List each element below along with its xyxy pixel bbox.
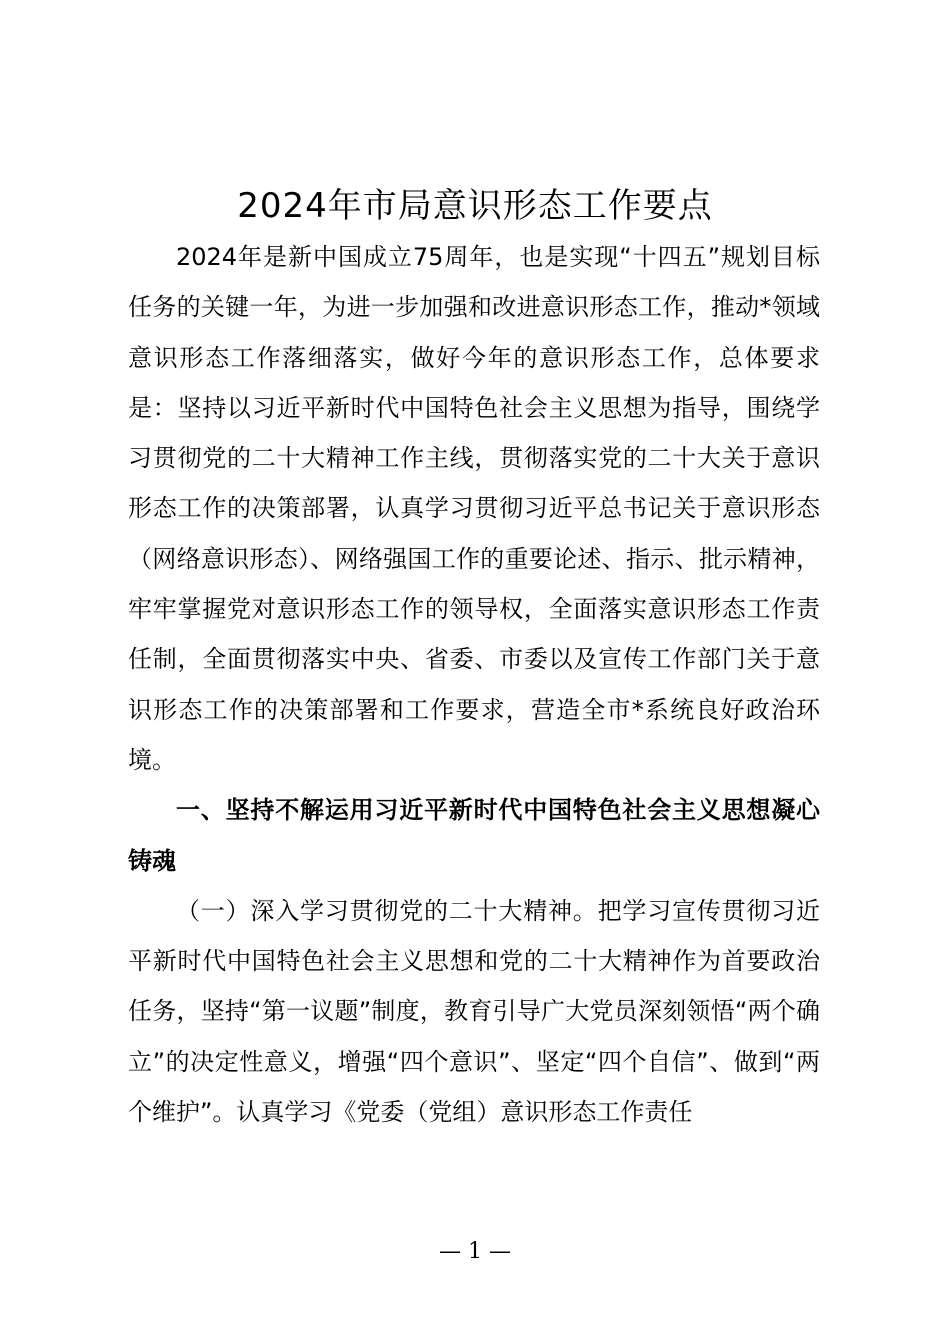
document-title: 2024年市局意识形态工作要点 [237, 186, 713, 226]
section-heading-1: 一、坚持不解运用习近平新时代中国特色社会主义思想凝心铸魂 [128, 796, 820, 875]
document-body [128, 232, 820, 1137]
intro-paragraph: 2024年是新中国成立75周年，也是实现“十四五”规划目标任务的关键一年，为进一步加强和改进意识形态工作，推动*领域意识形态工作落细落实，做好今年的意识形态工作，总体要求是：坚持以习近平新时代中国特色社会主义思想为指导，围绕学习贯彻党的二十大精神工作主线，贯彻落实党的二十大关于意识形态工作的决策部署，认真学习贯彻习近平总书记关于意识形态（网络意识形态）、网络强国工作的重要论述、指示、批示精神，牢牢掌握党对意识形态工作的领导权，全面落实意识形态工作责任制，全面贯彻落实中央、省委、市委以及宣传工作部门关于意识形态工作的决策部署和工作要求，营造全市*系统良好政治环境。 [128, 243, 820, 774]
page-number: — 1 — [439, 1239, 511, 1264]
subsection-paragraph-1: （一）深入学习贯彻党的二十大精神。把学习宣传贯彻习近平新时代中国特色社会主义思想和党的二十大精神作为首要政治任务，坚持“第一议题”制度，教育引导广大党员深刻领悟“两个确立”的决定性意义，增强“四个意识”、坚定“四个自信”、做到“两个维护”。认真学习《党委（党组）意识形态工作责任 [128, 896, 820, 1127]
